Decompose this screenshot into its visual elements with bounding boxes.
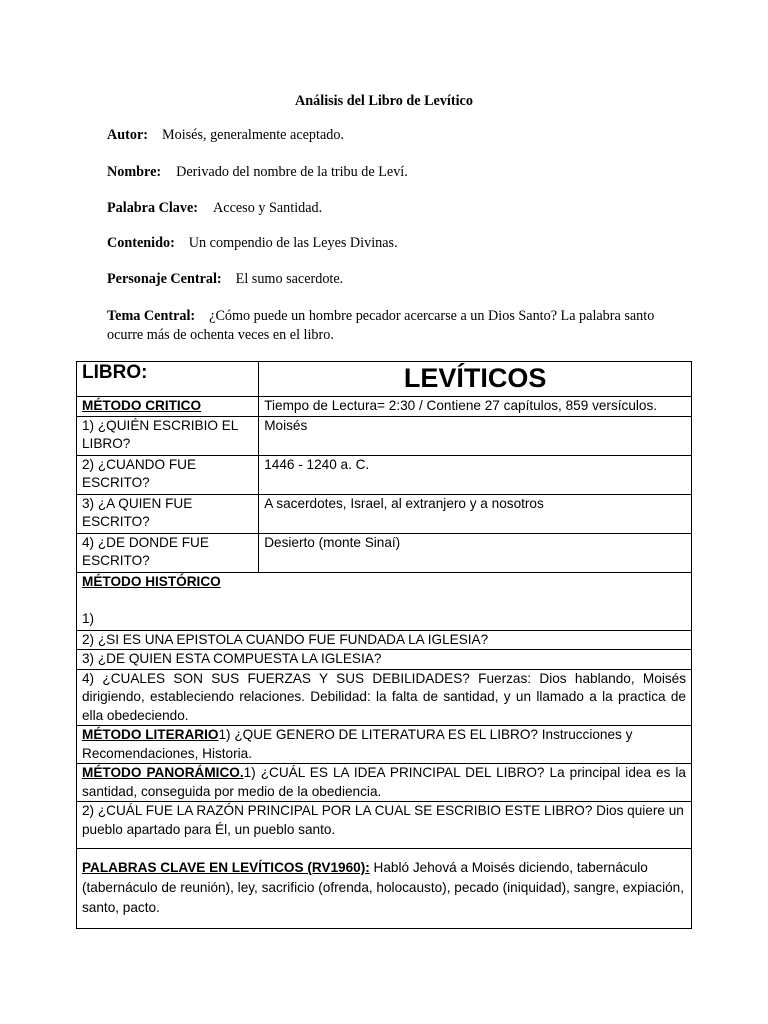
field-value: Acceso y Santidad. [213,200,323,216]
field-tema-central [107,307,667,345]
field-label: Autor: [107,127,148,143]
question-cell: 1) ¿QUIÉN ESCRIBIO EL LIBRO? [77,416,259,455]
metodo-historico-label: MÉTODO HISTÓRICO [82,573,221,589]
field-value: El sumo sacerdote. [235,271,344,287]
field-autor [107,127,344,144]
table-row [77,630,692,650]
field-label: Contenido: [107,235,175,251]
table-row [77,416,692,455]
table-row [77,726,692,764]
metodo-panoramico-text: 1) ¿CUÁL ES LA IDEA PRINCIPAL DEL LIBRO? La principal idea es la santidad, conseguida por medio de la obediencia. [82,765,686,799]
metodo-critico-label: MÉTODO CRITICO [77,397,259,417]
historico-item-2: 2) ¿SI ES UNA EPISTOLA CUANDO FUE FUNDADA LA IGLESIA? [77,630,692,650]
table-row [77,802,692,849]
field-value: ¿Cómo puede un hombre pecador acercarse a un Dios Santo? La palabra santo ocurre más de ochenta veces en el libro. [107,308,655,343]
answer-cell: Desierto (monte Sinaí) [259,533,692,572]
field-label: Tema Central: [107,308,196,324]
field-palabra-clave [107,200,322,217]
table-row [77,849,692,929]
historico-item-3: 3) ¿DE QUIEN ESTA COMPUESTA LA IGLESIA? [77,650,692,670]
libro-label: LIBRO: [77,362,259,397]
field-value: Un compendio de las Leyes Divinas. [188,235,398,251]
field-nombre [107,164,408,181]
palabras-clave-label: PALABRAS CLAVE EN LEVÍTICOS (RV1960): [82,860,370,875]
panoramico-item-2: 2) ¿CUÁL FUE LA RAZÓN PRINCIPAL POR LA CUAL SE ESCRIBIO ESTE LIBRO? Dios quiere un pueblo apartado para Él, un pueblo santo. [77,802,692,849]
field-personaje-central [107,271,343,288]
field-contenido [107,235,398,252]
metodo-literario-cell [77,726,692,764]
table-header-row [77,362,692,397]
palabras-clave-text: Habló Jehová a Moisés diciendo, tabernáculo (tabernáculo de reunión), ley, sacrificio (ofrenda, holocausto), pecado (iniquidad), sangre, expiación, santo, pacto. [82,860,684,915]
historico-item-4: 4) ¿CUALES SON SUS FUERZAS Y SUS DEBILIDADES? Fuerzas: Dios hablando, Moisés dirigiendo, estableciendo relaciones. Debilidad: la falta de santidad, y un llamado a la practica de ella obedeciendo. [77,669,692,726]
table-row [77,494,692,533]
table-row [77,572,692,630]
libro-value: LEVÍTICOS [259,362,692,397]
answer-cell: 1446 - 1240 a. C. [259,455,692,494]
document-title: Análisis del Libro de Levítico [295,93,473,109]
metodo-panoramico-label: MÉTODO PANORÁMICO. [82,765,244,780]
table-row [77,669,692,726]
question-cell: 4) ¿DE DONDE FUE ESCRITO? [77,533,259,572]
table-row [77,650,692,670]
metodo-literario-text: 1) ¿QUE GENERO DE LITERATURA ES EL LIBRO? Instrucciones y Recomendaciones, Historia. [82,727,633,761]
table-row [77,455,692,494]
field-label: Palabra Clave: [107,200,199,216]
analysis-table [76,361,692,929]
field-value: Derivado del nombre de la tribu de Leví. [176,164,408,180]
palabras-clave-cell [77,849,692,929]
answer-cell: Moisés [259,416,692,455]
metodo-literario-label: MÉTODO LITERARIO [82,727,219,742]
historico-item-1: 1) [82,611,95,626]
metodo-critico-value: Tiempo de Lectura= 2:30 / Contiene 27 capítulos, 859 versículos. [259,397,692,417]
field-label: Personaje Central: [107,271,222,287]
question-cell: 2) ¿CUANDO FUE ESCRITO? [77,455,259,494]
table-row [77,764,692,802]
answer-cell: A sacerdotes, Israel, al extranjero y a nosotros [259,494,692,533]
metodo-panoramico-cell [77,764,692,802]
question-cell: 3) ¿A QUIEN FUE ESCRITO? [77,494,259,533]
field-label: Nombre: [107,164,162,180]
table-row [77,533,692,572]
table-row [77,397,692,417]
field-value: Moisés, generalmente aceptado. [161,127,344,143]
metodo-historico-cell [77,572,692,630]
